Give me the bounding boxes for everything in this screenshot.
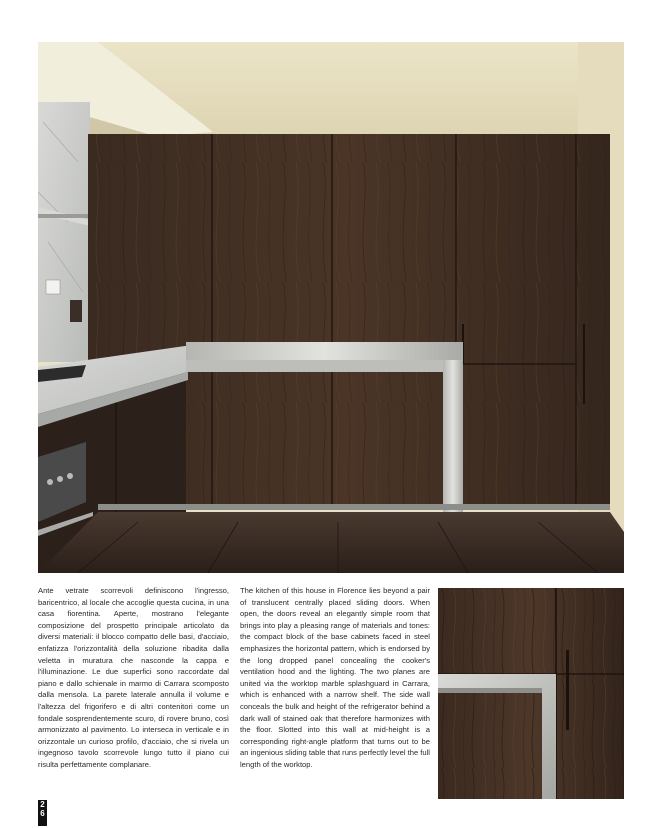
page-number-digit-1: 2: [40, 800, 45, 809]
page-number: [38, 800, 47, 826]
english-text-column: [240, 585, 430, 771]
italian-text: Ante vetrate scorrevoli definiscono l'ingresso, baricentrico, al locale che accoglie questa cucina, in una casa fiorentina. Aperte, mostrano l'elegante composizione del prospetto principale articolato da diversi materiali: il blocco compatto delle basi, d'acciaio, enfatizza l'orizzontalità della soluzione ribadita dalla veletta in muratura che nasconde la cappa e l'illuminazione. Le due superfici sono raccordate dal piano e dallo schienale in marmo di Carrara scomposto dalla mensola. La parete laterale annulla il volume e l'altezza del frigorifero e di altri contenitori come un fondale sosprendentemente scuro, di rovere bruno, così armonizzato al pavimento. Lo interseca in verticale e in orizzontale un curioso profilo, d'acciaio, che si rivela un ingegnoso tavolo scorrevole lungo tutto il piano cui risulta perfettamente complanare.: [38, 586, 229, 769]
english-text: The kitchen of this house in Florence lies beyond a pair of translucent centrally placed sliding doors. When open, the doors reveal an elegantly simple room that brings into play a pleasing range of materials and tones: the compact block of the base cabinets faced in steel emphasizes the horizontal pattern, which is endorsed by the long dropped panel concealing the cooker's ventilation hood and the lighting. The two planes are united via the worktop marble splashguard in Carrara, which is enhanced with a narrow shelf. The side wall conceals the bulk and height of the refrigerator behind a dark wall of stained oak that therefore harmonizes with the floor. Slotted into this wall at mid-height is a corresponding right-angle platform that turns out to be an ingenious sliding table that runs perfectly level the full length of the worktop.: [240, 586, 430, 769]
page-number-digit-2: 6: [40, 809, 45, 818]
detail-photo: [438, 588, 624, 799]
kitchen-photo: [38, 42, 624, 573]
italian-text-column: [38, 585, 229, 771]
